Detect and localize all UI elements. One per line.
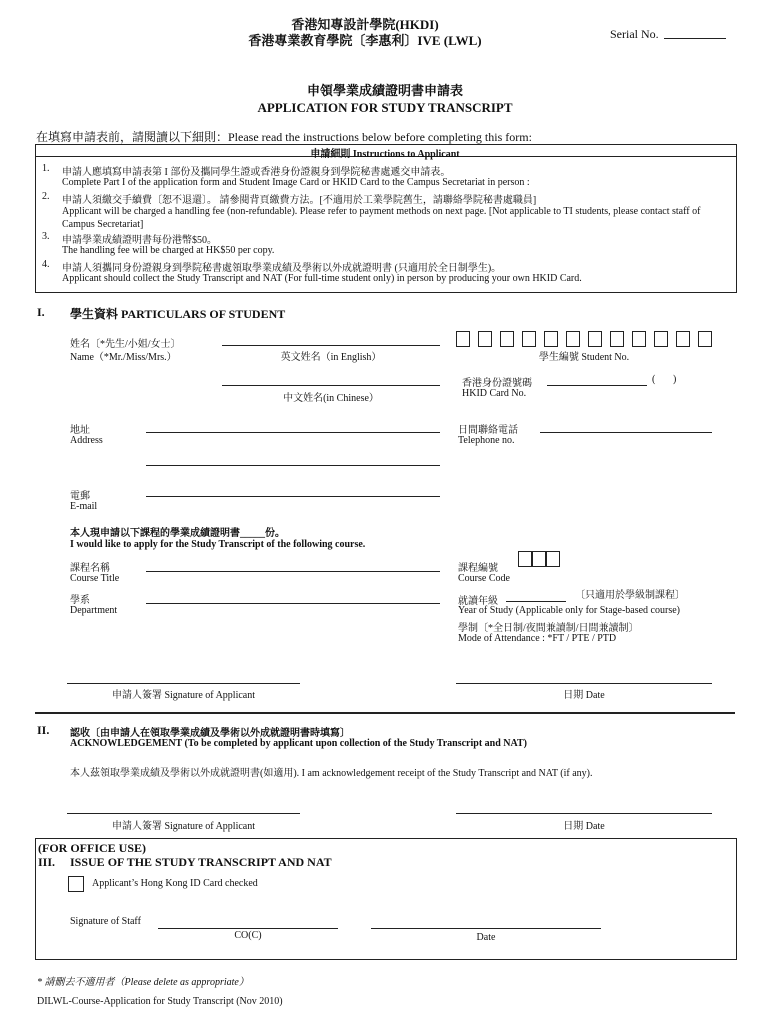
course-code-cell[interactable]	[518, 551, 532, 567]
applicant-signature-label: 申請人簽署 Signature of Applicant	[111, 690, 256, 701]
institute-line1: 香港知專設計學院(HKDI)	[291, 17, 439, 32]
office-use-label: (FOR OFFICE USE)	[38, 841, 146, 855]
course-title-label-zh: 課程名稱	[70, 563, 110, 574]
student-no-cell[interactable]	[456, 331, 470, 347]
address-label-en: Address	[70, 435, 103, 446]
section3-heading: ISSUE OF THE STUDY TRANSCRIPT AND NAT	[70, 855, 332, 869]
address-field-1[interactable]	[146, 432, 440, 433]
email-field[interactable]	[146, 496, 440, 497]
student-no-cell[interactable]	[588, 331, 602, 347]
institute-line2: 香港專業教育學院〔李惠利〕IVE (LWL)	[248, 33, 482, 48]
instructions-heading: 申請細則 Instructions to Applicant	[310, 149, 460, 160]
course-code-cell[interactable]	[532, 551, 546, 567]
section2-heading-en: ACKNOWLEDGEMENT (To be completed by applicant upon collection of the Study Transcript and NAT)	[70, 738, 527, 749]
staff-signature-field[interactable]	[158, 928, 338, 929]
student-no-cell[interactable]	[522, 331, 536, 347]
student-no-cell[interactable]	[632, 331, 646, 347]
hkid-paren-close: )	[673, 374, 677, 385]
name-label-zh: 姓名〔*先生/小姐/女士〕	[70, 339, 181, 350]
section1-num: I.	[37, 305, 45, 319]
year-field[interactable]	[506, 601, 566, 602]
apply-statement-zh: 本人現申請以下課程的學業成績證明書_____份。	[70, 528, 285, 539]
department-label-en: Department	[70, 605, 118, 616]
acknowledgement-statement: 本人茲領取學業成績及學術以外成就證明書(如適用). I am acknowledgement receipt of the Study Transcript and NAT (if any).	[70, 768, 593, 779]
hkid-label-en: HKID Card No.	[462, 388, 527, 399]
staff-date-field[interactable]	[371, 928, 601, 929]
year-label-zh: 就讀年級	[458, 596, 498, 607]
instruction-en: Complete Part I of the application form and Student Image Card or HKID Card to the Campus Secretariat in person :	[62, 177, 530, 188]
english-name-label: 英文姓名（in English）	[280, 352, 382, 363]
student-no-cell[interactable]	[544, 331, 558, 347]
coc-label: CO(C)	[234, 930, 262, 941]
student-no-label: 學生編號 Student No.	[538, 352, 630, 363]
mode-label-zh: 學制〔*全日制/夜間兼讀制/日間兼讀制〕	[458, 623, 639, 634]
student-no-cell[interactable]	[500, 331, 514, 347]
hkid-label-zh: 香港身份證號碼	[462, 378, 532, 389]
department-label-zh: 學系	[70, 595, 90, 606]
section-divider	[35, 712, 735, 714]
email-label-zh: 電郵	[70, 491, 90, 502]
serial-label: Serial No.	[610, 27, 659, 41]
course-code-cell[interactable]	[546, 551, 560, 567]
tel-label-en: Telephone no.	[458, 435, 515, 446]
section3-num: III.	[38, 855, 56, 869]
course-code-label-en: Course Code	[458, 573, 510, 584]
date-field[interactable]	[456, 683, 712, 684]
title-zh: 申領學業成績證明書申請表	[306, 83, 463, 98]
department-field[interactable]	[146, 603, 440, 604]
instruction-num: 1.	[42, 163, 50, 174]
tel-label-zh: 日間聯絡電話	[458, 425, 518, 436]
staff-signature-label: Signature of Staff	[70, 916, 141, 927]
course-title-field[interactable]	[146, 571, 440, 572]
mode-label-en: Mode of Attendance : *FT / PTE / PTD	[458, 633, 617, 644]
year-label-en: Year of Study (Applicable only for Stage-based course)	[458, 605, 680, 616]
hkid-paren-open: (	[652, 374, 656, 385]
form-code-footer: DILWL-Course-Application for Study Transcript (Nov 2010)	[37, 996, 283, 1007]
name-label-en: Name（*Mr./Miss/Mrs.）	[70, 352, 177, 363]
instruction-zh: 申請人須繳交手續費〔恕不退還〕。 請參閱背頁繳費方法。[不適用於工業學院舊生，請聯絡學院秘書處職員]	[62, 195, 537, 206]
hkid-field[interactable]	[547, 385, 647, 386]
student-no-cell[interactable]	[676, 331, 690, 347]
staff-date-label: Date	[476, 932, 496, 943]
ack-signature-field[interactable]	[67, 813, 300, 814]
title-en: APPLICATION FOR STUDY TRANSCRIPT	[257, 100, 513, 115]
student-no-cell[interactable]	[654, 331, 668, 347]
address-label-zh: 地址	[70, 425, 90, 436]
instruction-en: The handling fee will be charged at HK$50 per copy.	[62, 245, 275, 256]
id-checked-label: Applicant’s Hong Kong ID Card checked	[92, 878, 258, 889]
student-no-boxes[interactable]	[456, 331, 712, 347]
instruction-en: Applicant will be charged a handling fee (non-refundable). Please refer to payment methods on next page. [Not applicable to TI students, please contact staff of Campus Secretariat]	[62, 206, 701, 230]
student-no-cell[interactable]	[478, 331, 492, 347]
instruction-en: Applicant should collect the Study Transcript and NAT (For full-time student only) in person by producing your own HKID Card.	[62, 273, 582, 284]
serial-field[interactable]	[664, 38, 726, 39]
section2-num: II.	[37, 723, 50, 737]
ack-date-label: 日期 Date	[563, 821, 605, 832]
instruction-num: 2.	[42, 191, 50, 202]
telephone-field[interactable]	[540, 432, 712, 433]
section2-heading-zh: 認收〔由申請人在領取學業成績及學術以外成就證明書時填寫〕	[70, 728, 350, 739]
ack-date-field[interactable]	[456, 813, 712, 814]
english-name-field[interactable]	[222, 345, 440, 346]
email-label-en: E-mail	[70, 501, 98, 512]
apply-statement-en: I would like to apply for the Study Transcript of the following course.	[70, 539, 366, 550]
chinese-name-label: 中文姓名(in Chinese）	[283, 393, 379, 404]
year-note: 〔只適用於學級制課程〕	[575, 590, 685, 601]
chinese-name-field[interactable]	[222, 385, 440, 386]
instruction-zh: 申請人應填寫申請表第 I 部份及攜同學生證或香港身份證親身到學院秘書處遞交申請表。	[62, 167, 451, 178]
applicant-signature-field[interactable]	[67, 683, 300, 684]
instructions-intro: 在填寫申請表前，請閱讀以下細則：Please read the instructions below before completing this form:	[36, 130, 532, 144]
course-code-boxes[interactable]	[518, 551, 578, 567]
section1-heading: 學生資料 PARTICULARS OF STUDENT	[70, 307, 286, 321]
date-label: 日期 Date	[563, 690, 605, 701]
instruction-zh: 申請人須攜同身份證親身到學院秘書處領取學業成績及學術以外成就證明書 (只適用於全日制學生)。	[62, 263, 502, 274]
course-title-label-en: Course Title	[70, 573, 120, 584]
ack-signature-label: 申請人簽署 Signature of Applicant	[111, 821, 256, 832]
student-no-cell[interactable]	[610, 331, 624, 347]
footnote: * 請刪去不適用者（Please delete as appropriate）	[37, 977, 249, 988]
course-code-label-zh: 課程編號	[458, 563, 498, 574]
student-no-cell[interactable]	[566, 331, 580, 347]
id-checked-checkbox[interactable]	[68, 876, 84, 892]
address-field-2[interactable]	[146, 465, 440, 466]
instruction-num: 3.	[42, 231, 50, 242]
student-no-cell[interactable]	[698, 331, 712, 347]
instruction-zh: 申請學業成績證明書每份港幣$50。	[62, 235, 217, 246]
instruction-num: 4.	[42, 259, 50, 270]
